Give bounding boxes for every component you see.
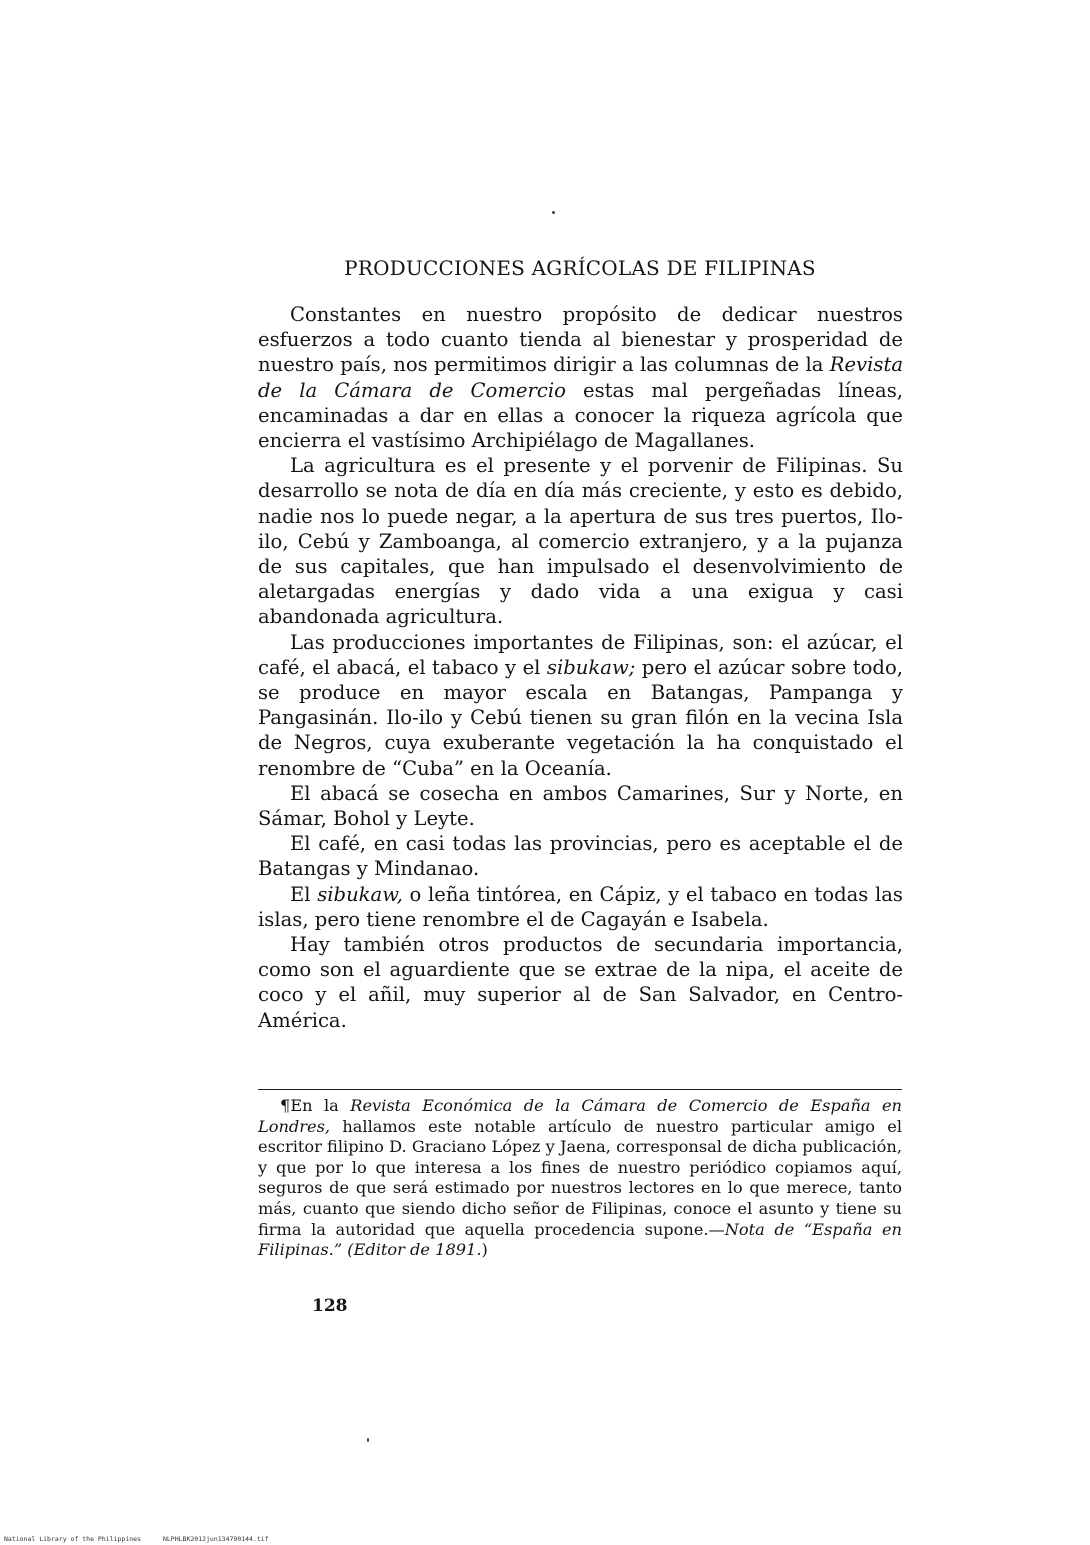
footnote-paragraph	[258, 1096, 902, 1261]
footnote-divider	[258, 1089, 902, 1090]
italic-text: sibukaw;	[546, 655, 636, 679]
scan-speck	[367, 1438, 369, 1442]
scan-speck	[552, 211, 555, 214]
scan-footer-stamp	[4, 1535, 269, 1543]
footnote-text: En la	[290, 1096, 351, 1115]
paragraph-text: pero el azúcar sobre todo, se produce en mayor escala en Batangas, Pampanga y Pangasinán. Ilo-ilo y Cebú tienen su gran filón en la vecina Isla de Negros, cuya exuberante vegetación la ha conquistado el renombre de “Cuba” en la Oceanía.	[258, 655, 903, 780]
library-credit: National Library of the Philippines	[4, 1535, 141, 1543]
paragraph: El café, en casi todas las provincias, pero es aceptable el de Batangas y Mindanao.	[258, 832, 903, 881]
paragraph: La agricultura es el presente y el porvenir de Filipinas. Su desarrollo se nota de día en día más creciente, y esto es debido, nadie nos lo puede negar, a la apertura de sus tres puertos, Ilo-ilo, Cebú y Zamboanga, al comercio extranjero, y a la pujanza de sus capitales, que han impulsado el desenvolvimiento de aletargadas energías y dado vida a una exigua y casi abandonada agricultura.	[258, 454, 903, 629]
footnote-text: )	[481, 1240, 488, 1260]
page-number: 128	[312, 1296, 348, 1316]
paragraph: Hay también otros productos de secundaria importancia, como son el aguardiente que se extrae de la nipa, el aceite de coco y el añil, muy superior al de San Salvador, en Centro-América.	[258, 933, 903, 1032]
paragraph	[258, 302, 903, 453]
paragraph-text: El	[290, 882, 318, 906]
paragraph	[258, 882, 903, 932]
paragraph-text: Las producciones importantes de Filipinas, son: el azúcar, el café, el abacá, el tabaco y el	[258, 630, 903, 679]
paragraph	[258, 630, 903, 781]
italic-text: sibukaw,	[317, 882, 403, 906]
footnote-italic: Revista Económica de la Cámara de Comercio de España en Londres,	[258, 1096, 902, 1136]
paragraph: El abacá se cosecha en ambos Camarines, Sur y Norte, en Sámar, Bohol y Leyte.	[258, 781, 903, 831]
italic-text: Revista de la Cámara de Comercio	[258, 353, 903, 402]
footnote-text: hallamos este notable artículo de nuestro particular amigo el escritor filipino D. Graciano López y Jaena, corresponsal de dicha publicación, y que por lo que interesa a los fines de nuestro periódico copiamos aquí, seguros de que será estimado por nuestros lectores en lo que merece, tanto más, cuanto que siendo dicho señor de Filipinas, conoce el asunto y tiene su firma la autoridad que aquella procedencia supone.—	[258, 1116, 902, 1239]
page-title: PRODUCCIONES AGRÍCOLAS DE FILIPINAS	[344, 256, 816, 280]
paragraph-text: Constantes en nuestro propósito de dedicar nuestros esfuerzos a todo cuanto tienda al bienestar y prosperidad de nuestro país, nos permitimos dirigir a las columnas de la	[258, 303, 903, 377]
paragraph-text: o leña tintórea, en Cápiz, y el tabaco en todas las islas, pero tiene renombre el de Cagayán e Isabela.	[258, 882, 903, 931]
scan-file-id: NLPHLBK2012jun134790144.tif	[162, 1535, 269, 1543]
footnote-italic: Nota de “España en Filipinas.” (Editor de 1891.	[258, 1219, 902, 1260]
pilcrow-mark: ¶	[280, 1096, 291, 1115]
paragraph-text: estas mal pergeñadas líneas, encaminadas a dar en ellas a conocer la riqueza agrícola que encierra el vastísimo Archipiélago de Magallanes.	[258, 378, 903, 453]
footnote	[258, 1096, 902, 1261]
article-body	[258, 302, 903, 1033]
